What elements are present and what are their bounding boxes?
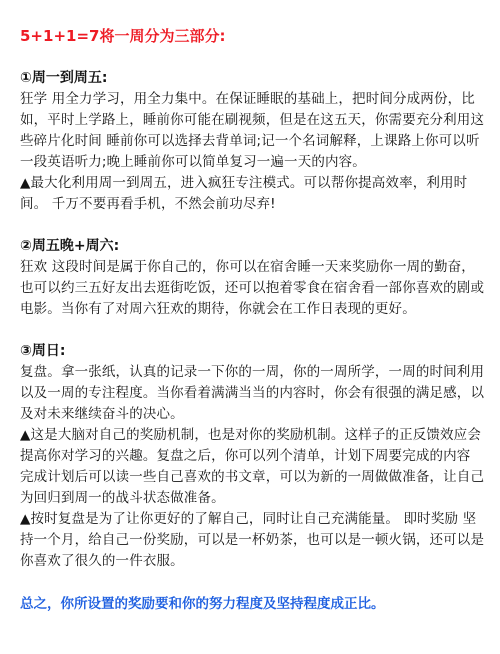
section-paragraph: 狂学 用全力学习，用全力集中。在保证睡眠的基础上，把时间分成两份，比如，平时上学路上，睡前你可能在刷视频，但是在这五天，你需要充分利用这些碎片化时间 睡前你可以选择去背单词;记一个名词解释，上课路上你可以听一段英语听力;晚上睡前你可以简单复习一遍一天的内容。 [20, 91, 485, 170]
section-friday-saturday [20, 235, 486, 320]
section-paragraph: 复盘。拿一张纸，认真的记录一下你的一周，你的一周所学，一周的时间利用以及一周的专注程度。当你看着满满当当的内容时，你会有很强的满足感，以及对未来继续奋斗的决心。 [20, 364, 485, 422]
section-heading: ②周五晚+周六: [20, 238, 120, 254]
section-paragraph: ▲这是大脑对自己的奖励机制，也是对你的奖励机制。这样子的正反馈效应会提高你对学习的兴趣。复盘之后，你可以列个清单，计划下周要完成的内容 完成计划后可以读一些自己喜欢的书文章，可以为新的一周做做准备，让自己为回归到周一的战斗状态做准备。 [20, 427, 485, 506]
page-title: 5+1+1=7将一周分为三部分: [20, 27, 226, 45]
section-heading: ①周一到周五: [20, 70, 108, 86]
section-sunday [20, 340, 486, 572]
section-heading: ③周日: [20, 343, 66, 359]
section-paragraph: 狂欢 这段时间是属于你自己的，你可以在宿舍睡一天来奖励你一周的勤奋，也可以约三五好友出去逛街吃饭，还可以抱着零食在宿舍看一部你喜欢的剧或电影。当你有了对周六狂欢的期待，你就会在工作日表现的更好。 [20, 259, 485, 317]
section-paragraph: ▲按时复盘是为了让你更好的了解自己，同时让自己充满能量。 即时奖励 坚持一个月，给自己一份奖励，可以是一杯奶茶，也可以是一顿火锅，还可以是你喜欢了很久的一件衣服。 [20, 511, 485, 569]
section-paragraph: ▲最大化利用周一到周五，进入疯狂专注模式。可以帮你提高效率，利用时间。 千万不要再看手机，不然会前功尽弃! [20, 175, 468, 212]
section-weekdays [20, 67, 486, 215]
summary-text: 总之，你所设置的奖励要和你的努力程度及坚持程度成正比。 [20, 596, 385, 612]
